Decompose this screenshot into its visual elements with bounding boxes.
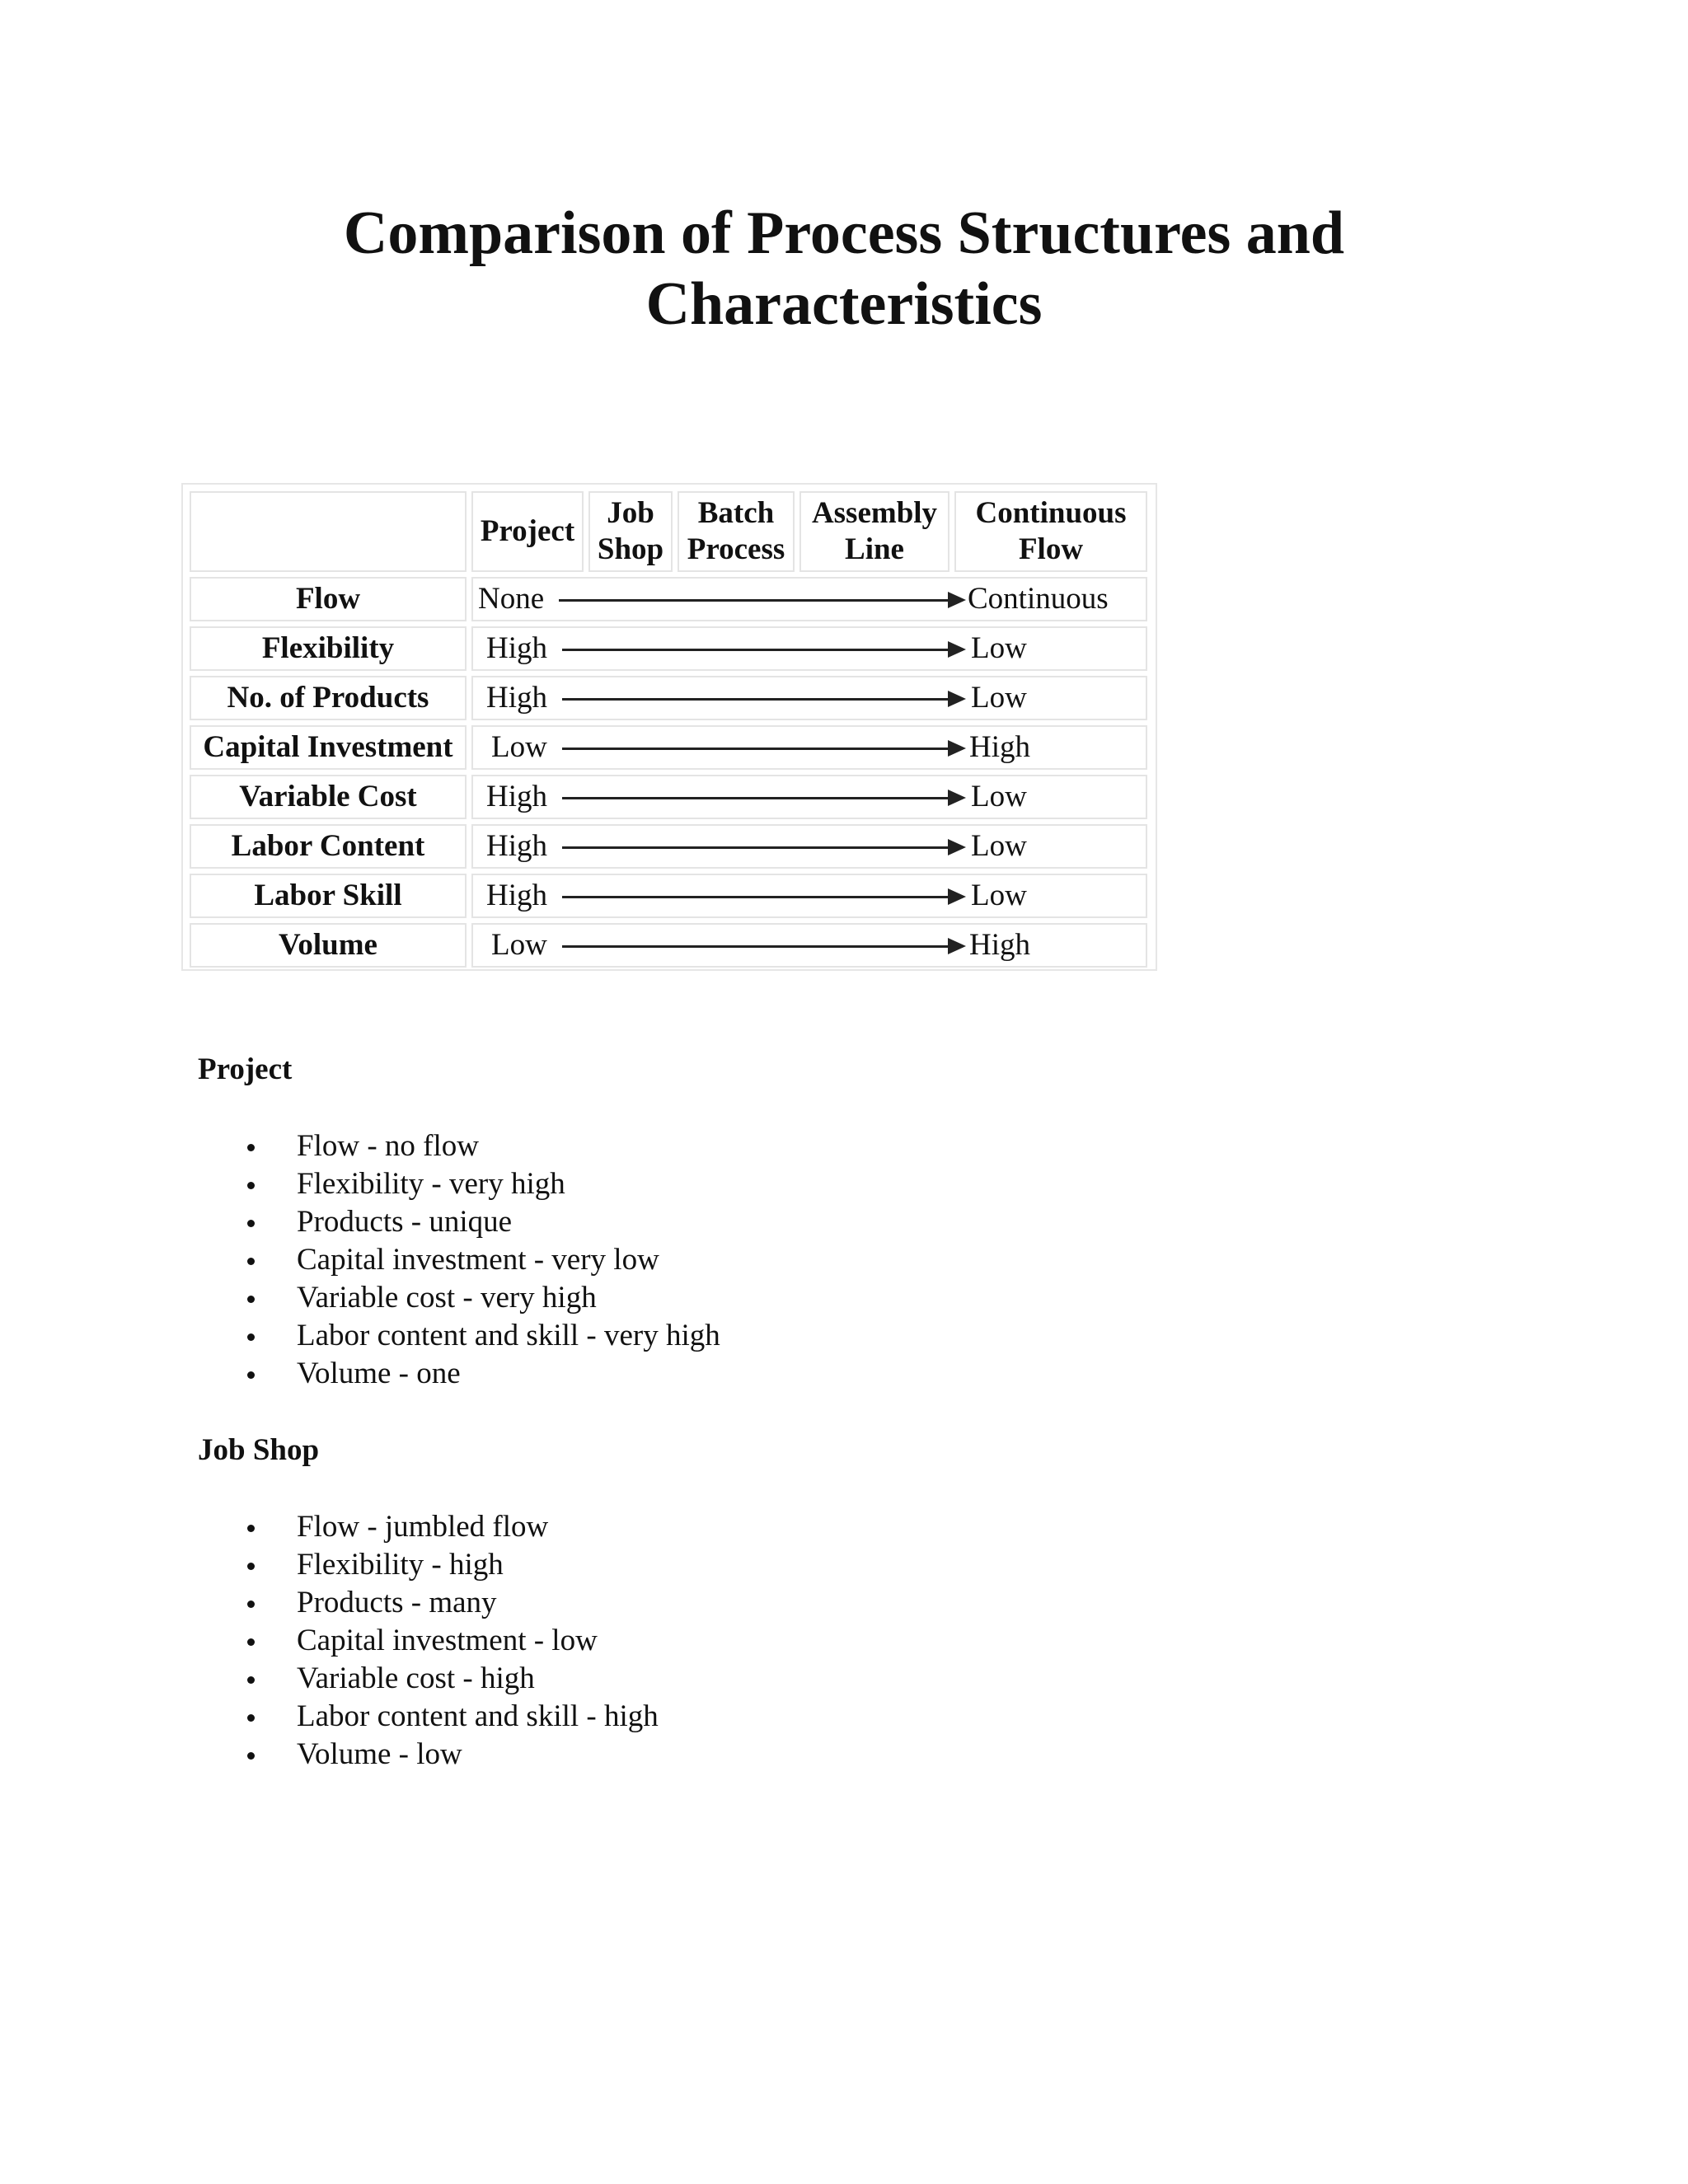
header-continuous-flow [954, 491, 1147, 572]
value-start: High [486, 879, 547, 912]
value-end: High [969, 730, 1030, 764]
header-project-label: Project [480, 514, 575, 548]
row-values-flow [471, 577, 1147, 621]
table-corner-cell [190, 491, 467, 572]
row-label-no-of-products: No. of Products [190, 676, 467, 720]
header-assembly-line-line-1: Assembly [811, 496, 938, 530]
row-label-flexibility: Flexibility [190, 626, 467, 671]
header-batch-process-line-1: Batch [697, 496, 775, 530]
row-values-labor-skill [471, 874, 1147, 918]
job-shop-bullet-list [247, 1508, 659, 1774]
list-item: Products - unique [247, 1203, 720, 1241]
arrow-icon [562, 797, 963, 799]
arrow-icon [562, 698, 963, 701]
section-heading-project: Project [198, 1052, 293, 1086]
row-values-variable-cost [471, 775, 1147, 819]
row-label-labor-content: Labor Content [190, 824, 467, 869]
project-bullet-list [247, 1127, 720, 1393]
value-end: Low [971, 829, 1027, 863]
arrow-icon [562, 649, 963, 651]
list-item: Variable cost - high [247, 1660, 659, 1698]
header-batch-process [678, 491, 795, 572]
header-job-shop-line-1: Job [607, 496, 654, 530]
value-start: High [486, 780, 547, 813]
list-item: Labor content and skill - very high [247, 1317, 720, 1355]
list-item: Flow - no flow [247, 1127, 720, 1165]
list-item: Capital investment - very low [247, 1241, 720, 1279]
arrow-icon [559, 599, 963, 602]
row-label-labor-skill: Labor Skill [190, 874, 467, 918]
list-item: Flow - jumbled flow [247, 1508, 659, 1546]
list-item: Variable cost - very high [247, 1279, 720, 1317]
list-item: Volume - low [247, 1736, 659, 1774]
row-label-flow: Flow [190, 577, 467, 621]
arrow-icon [562, 846, 963, 849]
header-continuous-flow-line-2: Flow [1018, 532, 1084, 566]
page-title [0, 198, 1688, 340]
header-batch-process-line-2: Process [687, 532, 785, 566]
header-job-shop-line-2: Shop [597, 532, 664, 566]
page-title-line-2: Characteristics [645, 270, 1043, 338]
value-start: High [486, 631, 547, 665]
value-end: Low [971, 780, 1027, 813]
row-label-volume: Volume [190, 923, 467, 968]
header-assembly-line [799, 491, 950, 572]
value-start: Low [491, 730, 547, 764]
row-label-variable-cost: Variable Cost [190, 775, 467, 819]
comparison-table [181, 483, 1157, 971]
value-start: High [486, 829, 547, 863]
row-values-volume [471, 923, 1147, 968]
header-job-shop [588, 491, 673, 572]
value-start: High [486, 681, 547, 715]
value-end: Low [971, 631, 1027, 665]
list-item: Flexibility - very high [247, 1165, 720, 1203]
header-project [471, 491, 584, 572]
list-item: Volume - one [247, 1355, 720, 1393]
row-values-flexibility [471, 626, 1147, 671]
arrow-icon [562, 945, 963, 948]
row-label-capital-investment: Capital Investment [190, 725, 467, 770]
list-item: Labor content and skill - high [247, 1698, 659, 1736]
value-end: Low [971, 681, 1027, 715]
list-item: Flexibility - high [247, 1546, 659, 1584]
list-item: Capital investment - low [247, 1622, 659, 1660]
row-values-no-of-products [471, 676, 1147, 720]
value-end: Continuous [968, 582, 1109, 616]
section-heading-job-shop: Job Shop [198, 1433, 320, 1467]
header-continuous-flow-line-1: Continuous [975, 496, 1127, 530]
header-assembly-line-line-2: Line [845, 532, 904, 566]
value-start: Low [491, 928, 547, 962]
value-end: Low [971, 879, 1027, 912]
row-values-labor-content [471, 824, 1147, 869]
value-end: High [969, 928, 1030, 962]
row-values-capital-investment [471, 725, 1147, 770]
arrow-icon [562, 896, 963, 898]
arrow-icon [562, 748, 963, 750]
page-title-line-1: Comparison of Process Structures and [343, 199, 1345, 267]
value-start: None [478, 582, 545, 616]
list-item: Products - many [247, 1584, 659, 1622]
